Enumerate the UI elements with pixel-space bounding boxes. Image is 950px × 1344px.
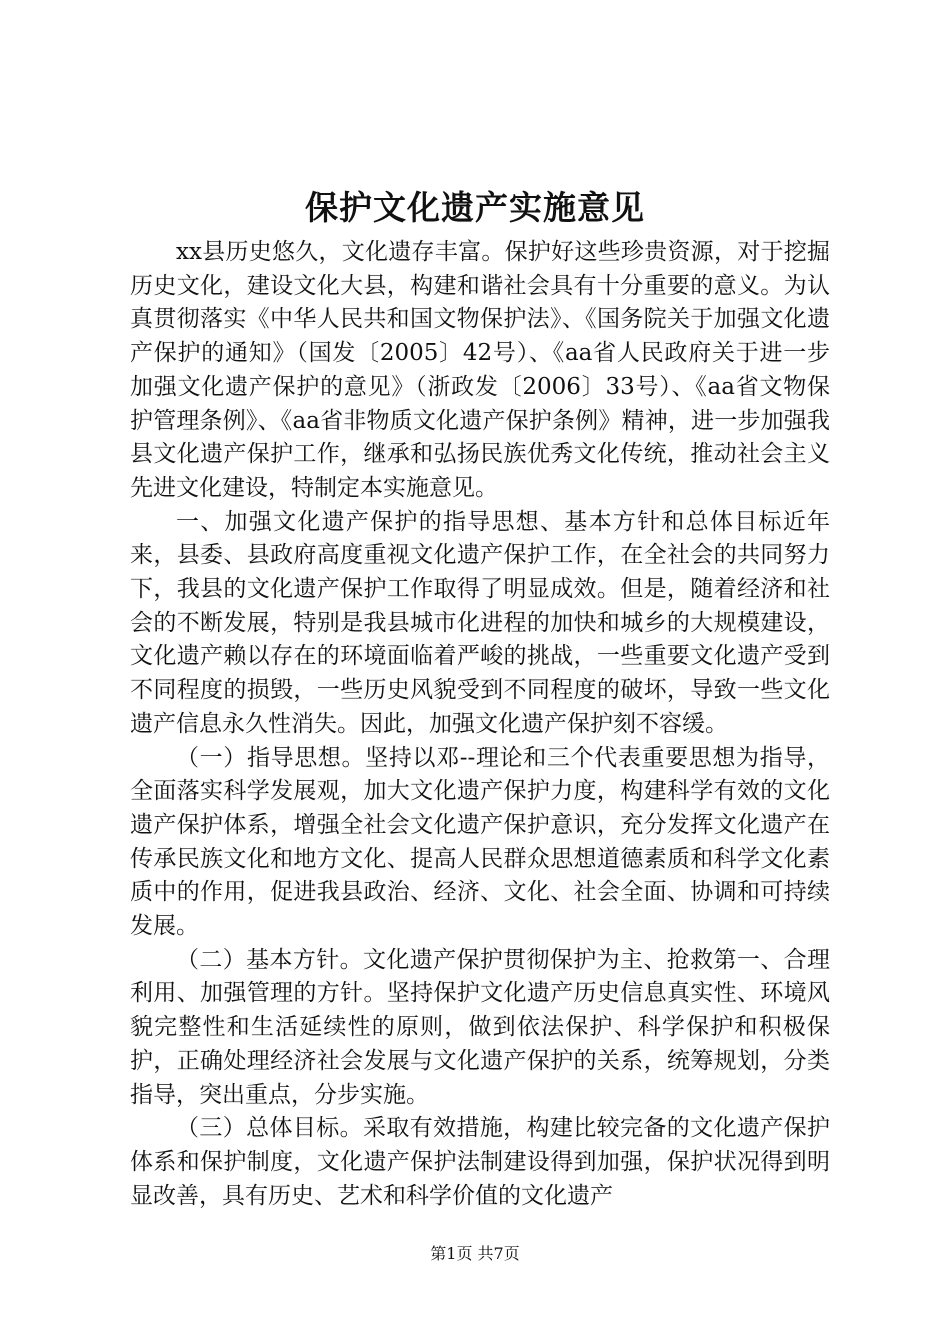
document-body bbox=[130, 236, 830, 1213]
page-footer: 第1页 共7页 bbox=[430, 1244, 520, 1263]
paragraph-intro: xx县历史悠久，文化遗存丰富。保护好这些珍贵资源，对于挖掘历史文化，建设文化大县，构建和谐社会具有十分重要的意义。为认真贯彻落实《中华人民共和国文物保护法》、《国务院关于加强文化遗产保护的通知》（国发〔2005〕42号）、《aa省人民政府关于进一步加强文化遗产保护的意见》（浙政发〔2006〕33号）、《aa省文物保护管理条例》、《aa省非物质文化遗产保护条例》精神，进一步加强我县文化遗产保护工作，继承和弘扬民族优秀文化传统，推动社会主义先进文化建设，特制定本实施意见。 bbox=[130, 239, 830, 501]
paragraph-section-one: 一、加强文化遗产保护的指导思想、基本方针和总体目标近年来，县委、县政府高度重视文化遗产保护工作，在全社会的共同努力下，我县的文化遗产保护工作取得了明显成效。但是，随着经济和社会的不断发展，特别是我县城市化进程的加快和城乡的大规模建设，文化遗产赖以存在的环境面临着严峻的挑战，一些重要文化遗产受到不同程度的损毁，一些历史风貌受到不同程度的破坏，导致一些文化遗产信息永久性消失。因此，加强文化遗产保护刻不容缓。 bbox=[130, 508, 830, 737]
paragraph-overall-goal: （三）总体目标。采取有效措施，构建比较完备的文化遗产保护体系和保护制度，文化遗产保护法制建设得到加强，保护状况得到明显改善，具有历史、艺术和科学价值的文化遗产 bbox=[130, 1115, 830, 1209]
document-title: 保护文化遗产实施意见 bbox=[305, 188, 645, 227]
paragraph-guiding-ideology: （一）指导思想。坚持以邓--理论和三个代表重要思想为指导，全面落实科学发展观，加大文化遗产保护力度，构建科学有效的文化遗产保护体系，增强全社会文化遗产保护意识，充分发挥文化遗产在传承民族文化和地方文化、提高人民群众思想道德素质和科学文化素质中的作用，促进我县政治、经济、文化、社会全面、协调和可持续发展。 bbox=[130, 744, 830, 940]
paragraph-basic-policy: （二）基本方针。文化遗产保护贯彻保护为主、抢救第一、合理利用、加强管理的方针。坚持保护文化遗产历史信息真实性、环境风貌完整性和生活延续性的原则，做到依法保护、科学保护和积极保护，正确处理经济社会发展与文化遗产保护的关系，统筹规划，分类指导，突出重点，分步实施。 bbox=[130, 946, 830, 1108]
